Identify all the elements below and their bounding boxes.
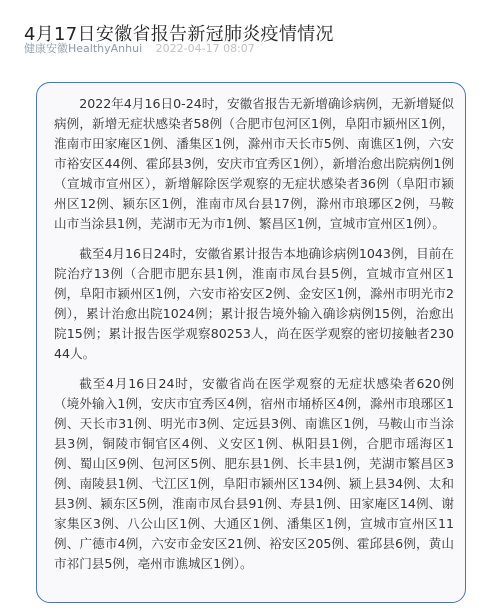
article-meta	[24, 42, 255, 56]
paragraph-asymptomatic: 截至4月16日24时，安徽省尚在医学观察的无症状感染者620例（境外输入1例，安庆市宜秀区4例，宿州市埇桥区4例，滁州市琅琊区1例、天长市31例、明光市3例、定远县3例、南谯区1例，马鞍山市当涂县3例，铜陵市铜官区4例、义安区1例、枞阳县1例，合肥市瑶海区1例、蜀山区9例、包河区5例、肥东县1例、长丰县1例，芜湖市繁昌区3例、南陵县1例、弋江区1例，阜阳市颍州区134例、颍上县34例、太和县3例、颍东区5例，淮南市凤台县91例、寿县1例、田家庵区14例、谢家集区3例、八公山区1例、大通区1例、潘集区1例，宣城市宣州区11例、广德市4例，六安市金安区21例、裕安区205例、霍邱县6例，黄山市祁门县5例，亳州市谯城区1例）。	[54, 376, 454, 571]
paragraph-new-cases: 2022年4月16日0-24时，安徽省报告无新增确诊病例，无新增疑似病例，新增无症状感染者58例（合肥市包河区1例，阜阳市颍州区1例，淮南市田家庵区1例、潘集区1例，滁州市天长市5例、南谯区1例，六安市裕安区44例、霍邱县3例，安庆市宜秀区1例），新增治愈出院病例1例（宣城市宣州区），新增解除医学观察的无症状感染者36例（阜阳市颍州区12例、颍东区1例，淮南市凤台县17例，滁州市琅琊区2例，马鞍山市当涂县1例，芜湖市无为市1例、繁昌区1例，宣城市宣州区1例）。	[54, 96, 454, 231]
content-card	[36, 82, 466, 603]
paragraph-cumulative: 截至4月16日24时，安徽省累计报告本地确诊病例1043例，目前在院治疗13例（合肥市肥东县1例，淮南市凤台县5例，宣城市宣州区1例，阜阳市颍州区1例，六安市裕安区2例、金安区1例，滁州市明光市2例），累计治愈出院1024例；累计报告境外输入确诊病例15例，治愈出院15例；累计报告医学观察80253人，尚在医学观察的密切接触者23044人。	[54, 246, 454, 361]
article-title: 4月17日安徽省报告新冠肺炎疫情情况	[24, 24, 334, 46]
author-link[interactable]: 健康安徽HealthyAnhui	[24, 42, 143, 55]
publish-date: 2022-04-17 08:07	[155, 42, 255, 55]
